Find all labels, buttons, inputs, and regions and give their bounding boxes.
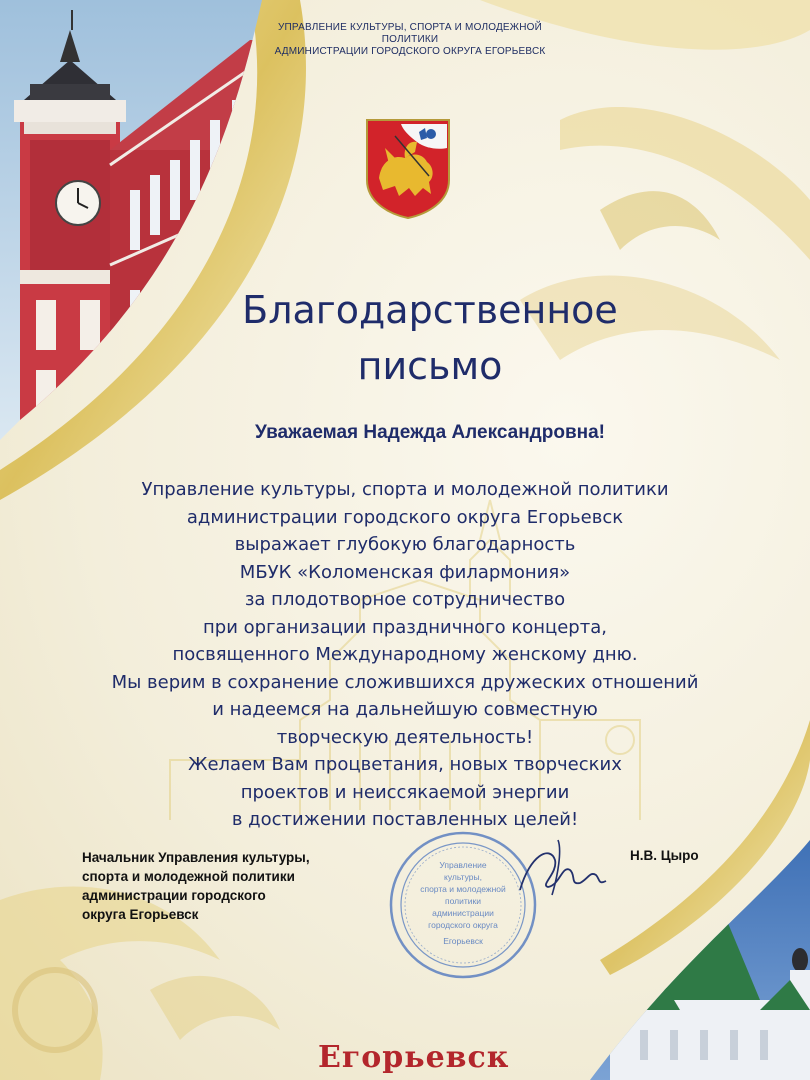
document-title-line-2: письмо (357, 344, 503, 388)
signatory-position-line: спорта и молодежной политики (82, 869, 295, 884)
stamp-line: городского округа (428, 920, 498, 930)
stamp-line: культуры, (444, 872, 482, 882)
body-line: за плодотворное сотрудничество (244, 589, 566, 610)
city-logo: Егорьевск (318, 1040, 510, 1075)
stamp-line: Егорьевск (443, 936, 483, 946)
issuer-header (250, 22, 570, 58)
stamp-line: администрации (432, 908, 494, 918)
stamp-line: спорта и молодежной (420, 884, 506, 894)
body-line: Управление культуры, спорта и молодежной политики (141, 479, 669, 500)
signatory-position-line: администрации городского (82, 888, 266, 903)
greeting: Уважаемая Надежда Александровна! (255, 422, 605, 443)
body-line: Мы верим в сохранение сложившихся дружеских отношений (111, 671, 699, 693)
document-title-line-1: Благодарственное (242, 288, 618, 332)
signatory-position (82, 848, 382, 924)
stamp-line: политики (445, 896, 481, 906)
signatory-position-line: Начальник Управления культуры, (82, 850, 310, 865)
body-line: администрации городского округа Егорьевск (186, 506, 624, 528)
body-line: выражает глубокую благодарность (234, 534, 576, 555)
signatory-position-line: округа Егорьевск (82, 907, 199, 922)
body-line: при организации праздничного концерта, (203, 616, 607, 638)
signatory-name: Н.В. Цыро (630, 848, 699, 863)
body-line: МБУК «Коломенская филармония» (239, 561, 571, 583)
body-line: проектов и неиссякаемой энергии (240, 781, 570, 803)
issuer-header-line-2: АДМИНИСТРАЦИИ ГОРОДСКОГО ОКРУГА ЕГОРЬЕВСК (274, 46, 546, 57)
body-line: в достижении поставленных целей! (231, 809, 579, 830)
body-line: и надеемся на дальнейшую совместную (212, 699, 598, 720)
body-line: творческую деятельность! (276, 726, 534, 748)
signature-mark (500, 835, 620, 905)
coat-of-arms-icon (365, 118, 451, 220)
document-title (180, 282, 680, 394)
letter-body (20, 476, 790, 834)
stamp-line: Управление (439, 860, 487, 870)
body-line: Желаем Вам процветания, новых творческих (188, 754, 622, 775)
body-line: посвященного Международному женскому дню. (172, 644, 638, 665)
issuer-header-line-1: УПРАВЛЕНИЕ КУЛЬТУРЫ, СПОРТА И МОЛОДЕЖНОЙ ПОЛИТИКИ (277, 22, 543, 45)
